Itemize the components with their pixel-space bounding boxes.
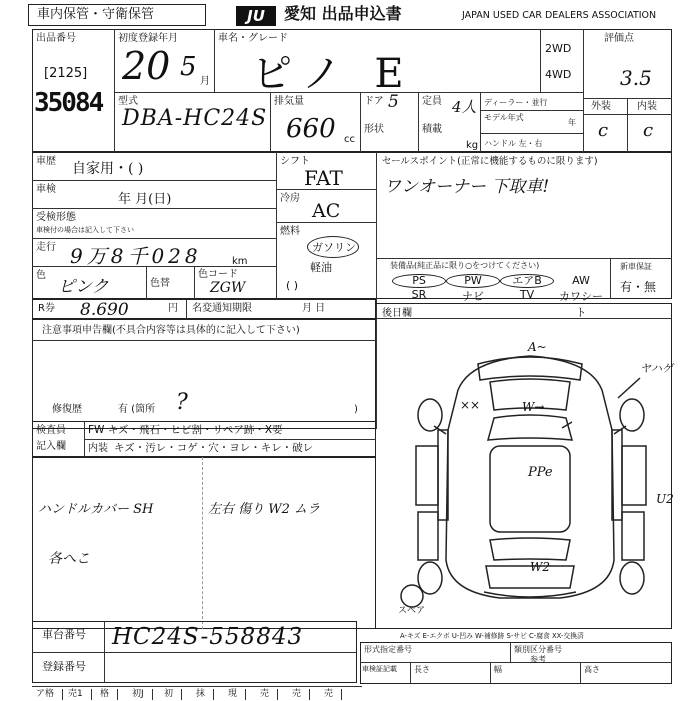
- mileage-value: 9万8千028: [70, 244, 202, 268]
- dealer-label: ディーラー・並行: [484, 98, 548, 107]
- capacity-value: 4人: [452, 98, 477, 116]
- spare-label: スペア: [398, 606, 426, 616]
- reference-label: 参考: [530, 655, 546, 664]
- inspector-label-1: 検査員: [36, 425, 66, 436]
- inspection-value: 年 月(日): [118, 192, 172, 207]
- form-title: 愛知 出品申込書: [284, 4, 402, 23]
- footer-stamp-item: 売1: [68, 689, 92, 700]
- color-change-label: 色替: [150, 278, 170, 289]
- fuel-gasoline: ガソリン: [312, 241, 356, 254]
- color-code-value: ZGW: [210, 280, 246, 296]
- equipment-item: エアB: [500, 274, 554, 288]
- ju-logo: [236, 6, 276, 26]
- color-value: ピンク: [58, 277, 109, 297]
- repair-value: 有 (箇所: [118, 404, 156, 415]
- drive-2wd: 2WD: [545, 42, 572, 55]
- name-change-label: 名変通知期限: [192, 303, 252, 314]
- load-label: 積載: [422, 124, 442, 135]
- doors-label: ドア: [364, 96, 384, 107]
- selling-points-label: セールスポイント(正常に機能するものに限ります): [382, 156, 598, 167]
- chassis-label: 車台番号: [42, 628, 86, 641]
- lot-code: [2125]: [44, 66, 88, 81]
- first-reg-month: 5: [180, 52, 197, 82]
- recycle-label: R券: [38, 303, 55, 314]
- footer-stamp-item: 売: [292, 689, 310, 700]
- shape-label: 形状: [364, 124, 384, 135]
- capacity-label: 定員: [422, 96, 442, 107]
- equipment-item: ナビ: [462, 290, 484, 303]
- inspector-row-2: キズ・汚レ・コゲ・穴・ヨレ・キレ・破レ: [114, 442, 314, 454]
- color-code-label: 色コード: [198, 269, 238, 280]
- note-line-2: 左右 傷り W2 ムラ: [208, 502, 321, 517]
- repair-mark: ?: [176, 390, 188, 415]
- cooler-value: AC: [312, 200, 341, 222]
- shift-label: シフト: [280, 156, 310, 167]
- acceptance-label: 受検形態: [36, 212, 76, 223]
- grade-value: 3.5: [620, 66, 652, 90]
- footer-stamp-item: 売: [260, 689, 278, 700]
- doors-value: 5: [388, 92, 399, 112]
- usage-value: 自家用・( ): [72, 161, 144, 177]
- model-year-label: モデル年式: [484, 113, 524, 122]
- recycle-value: 8.690: [80, 300, 129, 320]
- type-label: 型式: [118, 96, 138, 107]
- grade-label: 評価点: [604, 33, 634, 44]
- handle-label: ハンドル 左・右: [484, 139, 543, 148]
- diagram-mark-yahage: ヤハゲ: [640, 362, 673, 375]
- warranty-value: 有・無: [620, 280, 657, 294]
- damage-legend: A-キズ E-エクボ U-凹み W-補修跡 S-サビ C-腐食 XX-交換済: [400, 632, 584, 640]
- fuel-other: ( ): [286, 279, 299, 292]
- footer-stamp-item: 格: [100, 689, 118, 700]
- storage-tag: [28, 4, 206, 26]
- note-line-1: ハンドルカバー SH: [38, 502, 154, 517]
- int-grade-label: 内装: [637, 101, 657, 112]
- displacement-label: 排気量: [274, 96, 304, 107]
- registration-label: 登録番号: [42, 660, 86, 673]
- type-value: DBA-HC24S: [122, 106, 268, 131]
- repair-label: 修復歴: [52, 404, 82, 415]
- footer-stamp-item: ア格: [36, 689, 63, 700]
- diagram-mark-w: W→: [522, 400, 545, 414]
- model-value: ピノ E: [252, 51, 414, 97]
- reg-size-label: 車検証記載: [362, 665, 397, 673]
- shift-value: FAT: [304, 166, 343, 190]
- footer-stamp-item: 現: [228, 689, 246, 700]
- footer-stamp-item: 初J: [132, 689, 153, 700]
- diagram-mark-ppe: PPe: [528, 465, 553, 480]
- recycle-unit: 円: [168, 303, 178, 314]
- lot-number: 35084: [34, 88, 103, 118]
- color-label: 色: [36, 270, 46, 281]
- cooler-label: 冷房: [280, 193, 300, 204]
- displacement-unit: cc: [344, 134, 355, 145]
- first-reg-label: 初度登録年月: [118, 33, 178, 44]
- first-reg-month-unit: 月: [200, 76, 210, 87]
- fuel-diesel: 軽油: [310, 261, 332, 274]
- diagram-mark-u2: U2: [656, 492, 674, 506]
- association-name: JAPAN USED CAR DEALERS ASSOCIATION: [462, 10, 657, 21]
- acceptance-note: 車検付の場合は記入して下さい: [36, 226, 134, 234]
- equipment-item: PW: [446, 274, 500, 288]
- chassis-value: HC24S-558843: [112, 624, 304, 650]
- repair-close: ): [354, 404, 358, 415]
- ext-grade-value: c: [598, 120, 609, 141]
- note-line-3: 各へこ: [48, 551, 90, 567]
- gasoline-circle: [307, 236, 359, 258]
- footer-stamp-item: 抹: [196, 689, 214, 700]
- int-grade-value: c: [643, 120, 654, 141]
- notes-label: 注意事項申告欄(不具合内容等は具体的に記入して下さい): [42, 325, 300, 336]
- fuel-label: 燃料: [280, 226, 300, 237]
- warranty-label: 新車保証: [620, 262, 652, 271]
- mileage-unit: km: [232, 256, 248, 267]
- name-change-unit: 月 日: [302, 303, 326, 314]
- diagram-mark-a: A~: [528, 340, 547, 354]
- spec-number-label: 形式指定番号: [364, 645, 412, 654]
- mileage-label: 走行: [36, 242, 56, 253]
- diagram-section: [376, 303, 672, 629]
- height-label: 高さ: [584, 665, 600, 674]
- model-year-unit: 年: [568, 118, 576, 127]
- footer-stamp-item: 売: [324, 689, 342, 700]
- footer-stamp-row: [32, 686, 362, 701]
- diagram-mark-xx: ××: [460, 398, 481, 412]
- storage-tag-text: 車内保管・守衛保管: [37, 7, 155, 22]
- equipment-label: 装備品(純正品に限り○をつけてください): [390, 261, 540, 270]
- inspection-label: 車検: [36, 184, 56, 195]
- lot-label: 出品番号: [36, 33, 76, 44]
- first-reg-year: 20: [122, 44, 171, 88]
- equipment-item: TV: [519, 288, 535, 301]
- ext-grade-label: 外装: [591, 101, 611, 112]
- equipment-item: PS: [392, 274, 446, 288]
- selling-points-value: ワンオーナー 下取車!: [384, 177, 550, 197]
- inspector-row-1: FW キズ・飛石・ヒビ割・リペア跡・X要: [88, 424, 283, 436]
- equipment-item: AW: [572, 274, 590, 287]
- width-label: 幅: [494, 665, 502, 674]
- record-label: 後日欄: [382, 308, 412, 319]
- drive-4wd: 4WD: [545, 68, 572, 81]
- footer-stamp-item: 初: [164, 689, 182, 700]
- free-notes-area: [32, 457, 376, 629]
- equipment-item: カワシート: [559, 290, 603, 319]
- length-label: 長さ: [414, 665, 430, 674]
- diagram-mark-w2: W2: [530, 560, 550, 574]
- inspector-row-2-label: 内装: [88, 443, 108, 454]
- load-unit: kg: [466, 140, 479, 151]
- ju-logo-text: JU: [247, 7, 265, 25]
- model-label: 車名・グレード: [218, 33, 288, 44]
- inspector-label-2: 記入欄: [36, 441, 66, 452]
- displacement-value: 660: [286, 114, 336, 144]
- equipment-item: SR: [411, 288, 427, 301]
- class-number-label: 類別区分番号: [514, 645, 562, 654]
- usage-label: 車歴: [36, 156, 56, 167]
